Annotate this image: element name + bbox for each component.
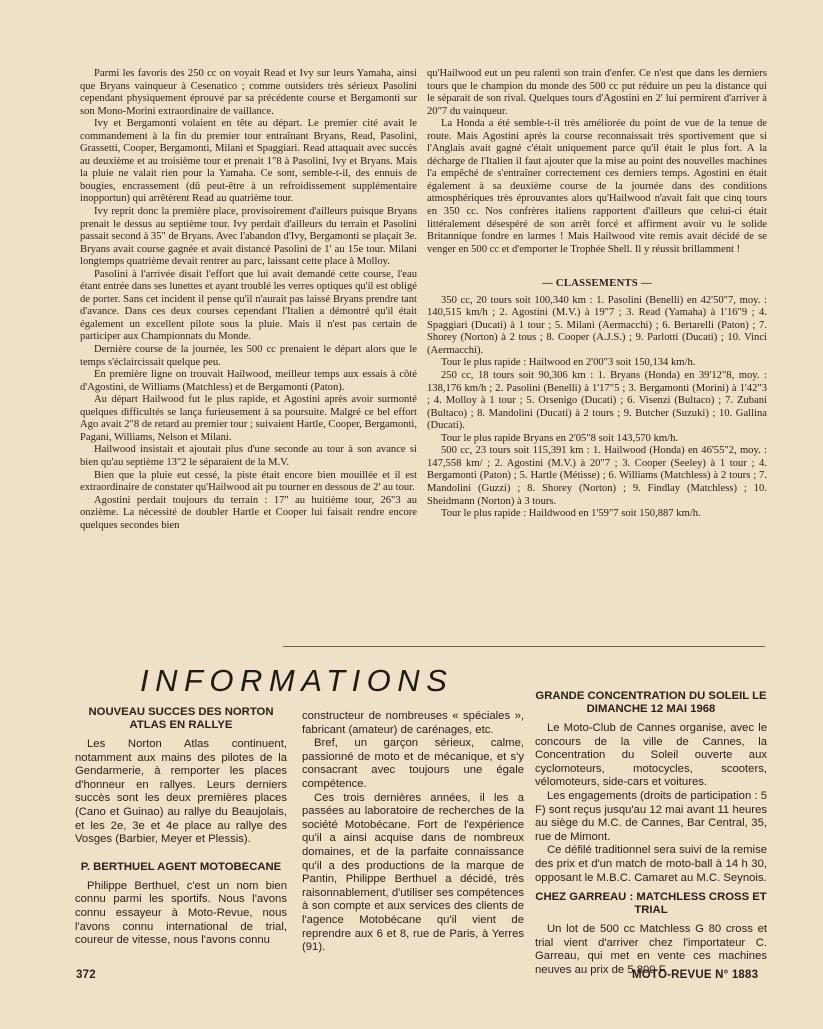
section-divider [283, 646, 765, 647]
paragraph: En première ligne on trouvait Hailwood, meilleur temps aux essais à côté d'Agostini, de Williams (Matchless) et de Bergamonti (Paton). [80, 369, 417, 393]
paragraph: qu'Hailwood eut un peu ralenti son train d'enfer. Ce n'est que dans les derniers tours que le champion du monde des 500 cc put réduire un peu la distance qui le séparait de son rival. Quelques tours d'Agostini en 2' lui permirent d'arriver à 20"7 du vainqueur. [427, 68, 767, 117]
paragraph: La Honda a été semble-t-il très améliorée du point de vue de la tenue de route. Mais Agostini après la course reconnaissait très sportivement que si l'Anglais avait gagné c'était uniquement parce qu'il était le plus fort. A la décharge de l'Italien il faut ajouter que la mise au point des nouvelles machines l'a empêché de s'entraîner correctement ces derniers temps. Agostini en était également à sa deuxième course de la journée dans des conditions atmosphériques très éprouvantes alors qu'Hailwood n'avait fait que cinq tours en 350 cc. Nos confrères italiens rapportent d'ailleurs que celui-ci était littéralement désespéré de son arrêt forcé et affirment avoir vu le solide Britannique fondre en larmes ! Mais Hailwood vite remis avait décidé de se venger en 500 cc et d'emporter le Trophée Shell. Il y réussit brillamment ! [427, 118, 767, 255]
informations-title: INFORMATIONS [140, 663, 454, 698]
result-entry: 350 cc, 20 tours soit 100,340 km : 1. Pasolini (Benelli) en 42'50"7, moy. : 140,515 km/h ; 2. Agostini (M.V.) à 19"7 ; 3. Read (Yamaha) à 1'16"9 ; 4. Spaggiari (Ducati) à 1 tour ; 5. Milani (Aermacchi) ; 6. Bertarelli (Paton) ; 7. Shorey (Norton) à 2 tous ; 8. Cooper (A.J.S.) ; 9. Parlotti (Ducati) ; 10. Vinci (Aermacchi). [427, 294, 767, 356]
paragraph: Ces trois dernières années, il les a passées au laboratoire de recherches de la société Motobécane. Fort de l'expérience qu'il a ainsi acquise dans de nombreux domaines, et de la parfaite connaissance qu'il a des productions de la marque de Pantin, Philippe Berthuel a décidé, très raisonnablement, d'utiliser ses compétences à son compte et aux services des clients de l'agence Motobécane qu'il vient de reprendre aux 6 et 8, rue de Paris, à Yerres (91). [302, 791, 524, 954]
garreau-heading: CHEZ GARREAU : MATCHLESS CROSS ET TRIAL [535, 891, 767, 917]
result-entry: Tour le plus rapide : Haildwood en 1'59"7 soit 150,887 km/h. [441, 508, 701, 520]
soleil-heading: GRANDE CONCENTRATION DU SOLEIL LE DIMANCHE 12 MAI 1968 [535, 690, 767, 715]
paragraph: Ce défilé traditionnel sera suivi de la remise des prix et d'un match de moto-ball à 14 h 30, opposant le M.B.C. Camaret au M.C. Seynois. [535, 844, 767, 884]
informations-column-3 [535, 690, 767, 978]
page-number: 372 [76, 969, 96, 981]
classements-heading: — CLASSEMENTS — [542, 278, 652, 290]
paragraph: Hailwood insistait et ajoutait plus d'une seconde au tour à son avance si bien qu'au septième 13"2 le séparaient de la M.V. [80, 444, 417, 468]
berthuel-heading: P. BERTHUEL AGENT MOTOBECANE [80, 860, 282, 873]
informations-column-2 [302, 710, 524, 955]
paragraph: Ivy reprit donc la première place, provisoirement d'ailleurs puisque Bryans prenait le dessus au septième tour. Ivy perdait d'ailleurs du terrain et Pasolini passait second à 35" de Bryans. Avec l'abandon d'Ivy, Bergamonti se plaçait 3e. Bryans avait course gagnée et avait distancé Pasolini de 1' au 15e tour. Milani longtemps quatrième devait rentrer au parc, laissant cette place à Molloy. [80, 206, 417, 268]
magazine-issue: MOTO-REVUE N° 1883 [632, 969, 759, 981]
informations-column-1 [75, 706, 287, 948]
paragraph: Ivy et Bergamonti volaient en tête au départ. Le premier cité avait le commandement à la fin du premier tour entraînant Bryans, Read, Pasolini, Grassetti, Cooper, Bergamonti, Milani et Spaggiari. Read attaquait avec succès au deuxième et au troisième tour et prenait 1"8 à Pasolini, Ivy et Bryans. Mais la pluie ne valait rien pour la Yamaha. Ce sont, semble-t-il, des ennuis de bougies, encrassement (dû peut-être à un refroidissement supplémentaire inopportun) qui arrêtèrent Read au quatrième tour. [80, 118, 417, 205]
norton-heading: NOUVEAU SUCCES DES NORTON ATLAS EN RALLYE [88, 706, 274, 731]
paragraph: Pasolini à l'arrivée disait l'effort que lui avait demandé cette course, l'eau étant entrée dans ses lunettes et ayant troublé les verres optiques qu'il est obligé de porter. Sans cet incident il pense qu'il n'aurait pas laissé Bryans prendre tant d'avance. Dans ces deux courses cependant l'Italien a démontré qu'il était également un excellent pilote sous la pluie. Mais il n'est pas certain de participer aux Championnats du Monde. [80, 268, 417, 343]
report-column-left [80, 68, 417, 532]
paragraph: Bien que la pluie eut cessé, la piste était encore bien mouillée et il est extraordinaire de constater qu'Hailwood ait pu tourner en dessous de 2' au tour. [80, 469, 417, 494]
garreau-text: Un lot de 500 cc Matchless G 80 cross et trial vient d'arriver chez l'importateur C. Garreau, qui met en vente ces machines neuves au prix de 5.800 F. [535, 923, 767, 976]
report-column-right [427, 68, 767, 521]
paragraph: constructeur de nombreuses « spéciales », fabricant (amateur) de carénages, etc. [302, 710, 524, 736]
paragraph: Le Moto-Club de Cannes organise, avec le concours de la ville de Cannes, la Concentration du Soleil ouverte aux cyclomoteurs, motocycles, scooters, vélomoteurs, side-cars et voitures. [535, 722, 767, 789]
result-entry: Tour le plus rapide : Hailwood en 2'00"3 soit 150,134 km/h. [441, 357, 696, 369]
paragraph: Agostini perdait toujours du terrain : 17" au huitième tour, 26"3 au onzième. La nécessité de doubler Hartle et Cooper lui faisait rendre encore quelques secondes bien [80, 494, 417, 531]
paragraph: Bref, un garçon sérieux, calme, passionné de moto et de mécanique, et s'y consacrant avec toujours une égale compétence. [302, 737, 524, 790]
result-entry: Tour le plus rapide Bryans en 2'05"8 soit 143,570 km/h. [441, 432, 679, 444]
result-entry: 500 cc, 23 tours soit 115,391 km : 1. Hailwood (Honda) en 46'55"2, moy. : 147,558 km/ ; 2. Agostini (M.V.) à 20"7 ; 3. Cooper (Seeley) à 1 tour ; 4. Bergamonti (Paton) ; 5. Hartle (Métisse) ; 6. Williams (Matchless) à 2 tours ; 7. Mandolini (Guzzi) ; 8. Shorey (Norton) ; 9. Findlay (Matchless) ; 10. Sheidmann (Norton) à 3 tours. [427, 445, 767, 507]
classements-list [427, 295, 767, 521]
paragraph: Dernière course de la journée, les 500 cc prenaient le départ alors que le temps s'éclaircissait quelque peu. [80, 344, 417, 368]
paragraph: Parmi les favoris des 250 cc on voyait Read et Ivy sur leurs Yamaha, ainsi que Bryans vainqueur à Cesenatico ; comme outsiders très sérieux Pasolini cependant physiquement éprouvé par sa précédente course et Bergamonti sur son Mono-Morini extraordinaire de vaillance. [80, 68, 417, 117]
paragraph: Les engagements (droits de participation : 5 F) sont reçus jusqu'au 12 mai avant 11 heures au siège du M.C. de Cannes, Bar Central, 35, rue de Mimont. [535, 789, 767, 843]
berthuel-text: Philippe Berthuel, c'est un nom bien connu parmi les sportifs. Nous l'avons connu essayeur à Moto-Revue, nous l'avons connu international de trial, coureur de vitesse, nous l'avons connu [75, 879, 287, 947]
paragraph: Au départ Hailwood fut le plus rapide, et Agostini après avoir surmonté quelques difficultés se lança furieusement à sa poursuite. Malgré ce bel effort Ago avait 2"8 de retard au premier tour ; suivaient Hartle, Cooper, Bergamonti, Pagani, Williams, Nelson et Milani. [80, 394, 417, 443]
result-entry: 250 cc, 18 tours soit 90,306 km : 1. Bryans (Honda) en 39'12"8, moy. : 138,176 km/h ; 2. Pasolini (Benelli) à 1'17"5 ; 3. Bergamonti (Morini) à 1'42"3 ; 4. Molloy à 1 tour ; 5. Orsenigo (Ducati) ; 6. Visenzi (Bultaco) ; 7. Zubani (Bultaco) ; 8. Mandolini (Ducati) à 2 tours ; 9. Butcher (Suzuki) ; 10. Gallina (Ducati). [427, 370, 767, 432]
norton-text: Les Norton Atlas continuent, notamment aux mains des pilotes de la Gendarmerie, à remporter les places d'honneur en rallyes. Leurs derniers succès sont les deux premières places (Cano et Guinao) au rallye du Beaujolais, et les 2e, 3e et 4e place au rallye des Vosges (Barbier, Meyer et Plessis). [75, 738, 287, 846]
